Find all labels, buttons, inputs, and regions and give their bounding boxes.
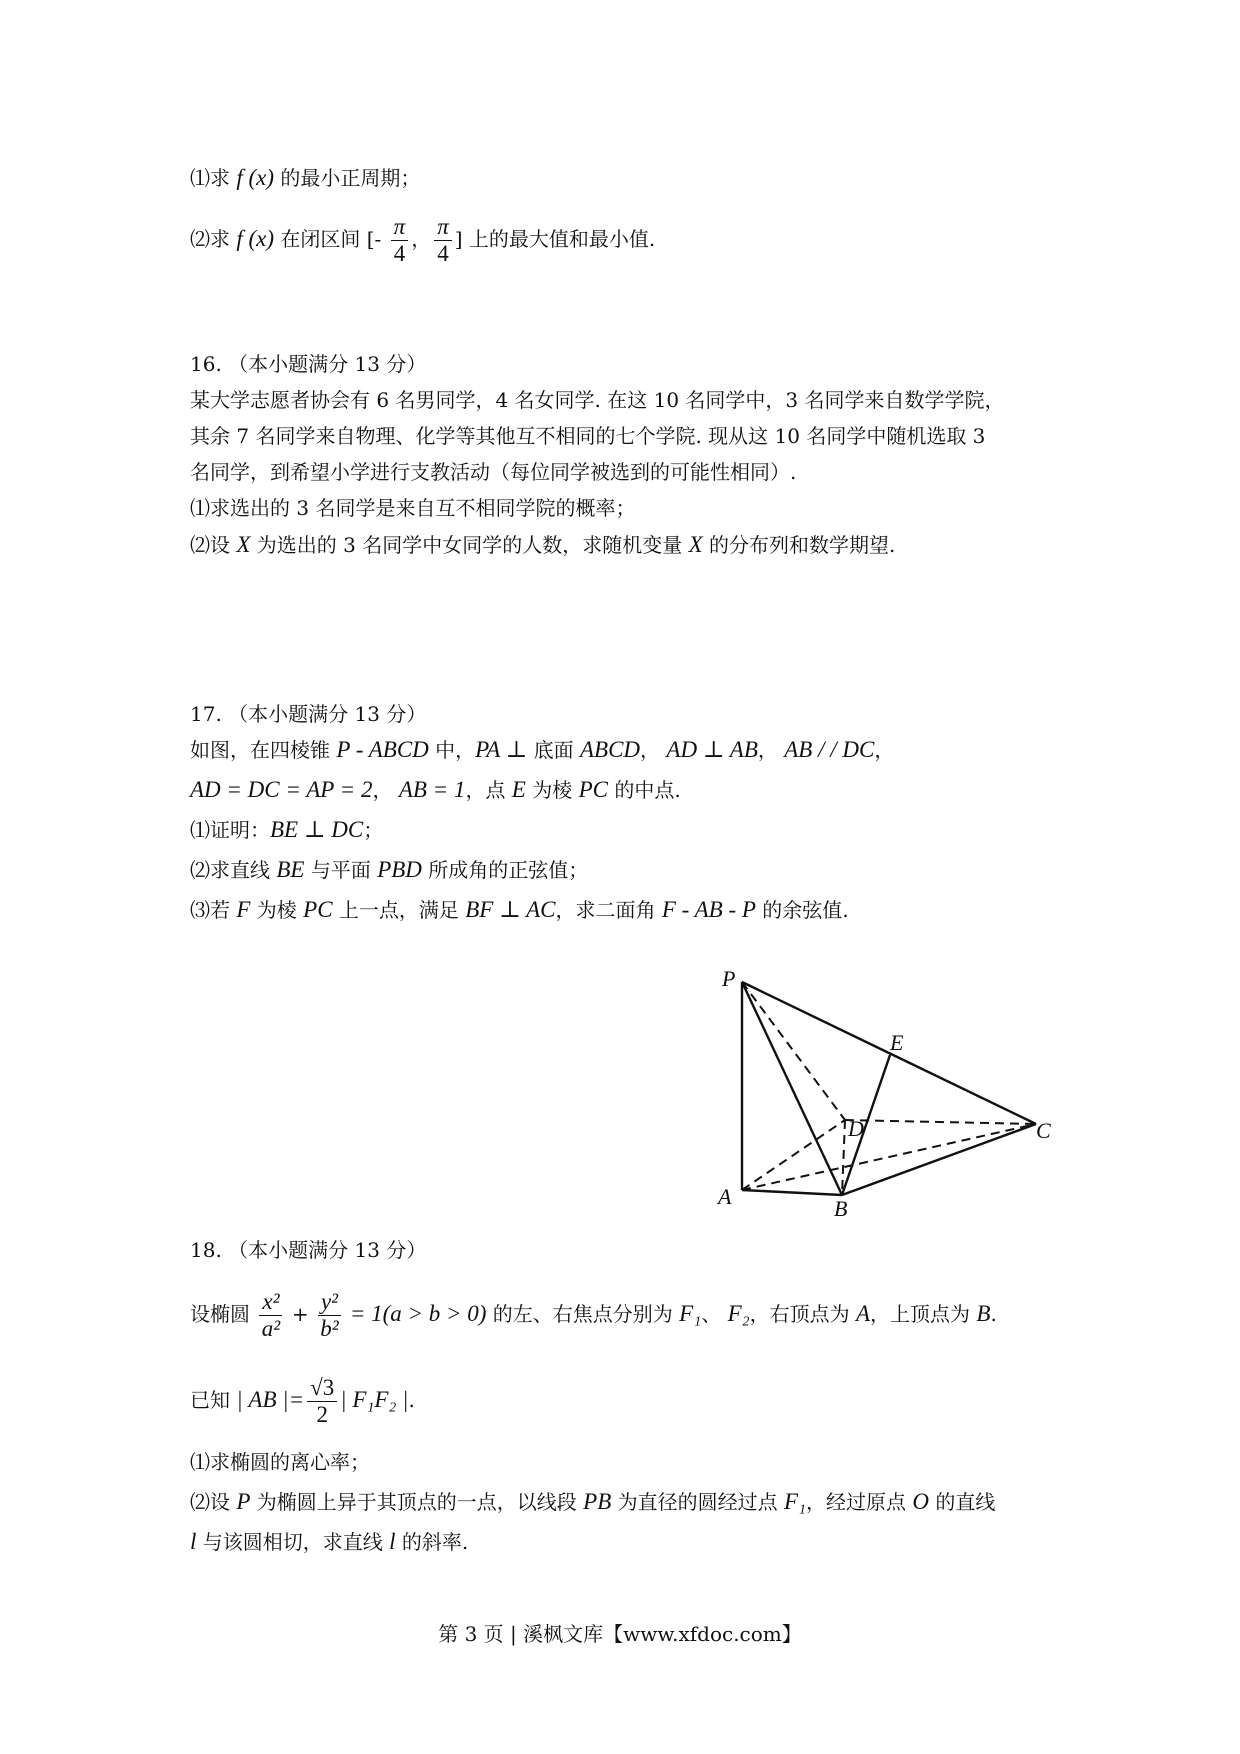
pi-over-4-fraction: $\frac{\pi}{4}$ bbox=[434, 214, 452, 267]
label-C: C bbox=[1036, 1118, 1051, 1143]
sqrt3-over-2-fraction: $\frac{√3}{2}$ bbox=[307, 1375, 337, 1428]
q18-header: 18. （本小题满分 13 分） bbox=[190, 1238, 427, 1262]
q18-part2-cont: l 与该圆相切，求直线 l 的斜率. bbox=[190, 1529, 469, 1554]
q17-text-line1: 如图，在四棱锥 P - ABCD 中，PA ⊥ 底面 ABCD， AD ⊥ AB， AB / / DC， bbox=[190, 737, 895, 762]
q16-header: 16. （本小题满分 13 分） bbox=[190, 352, 427, 376]
edge-PD bbox=[742, 982, 845, 1120]
pyramid-figure bbox=[700, 960, 1060, 1220]
edge-AB bbox=[742, 1190, 842, 1195]
q18-part2: ⑵设 P 为椭圆上异于其顶点的一点，以线段 PB 为直径的圆经过点 F₁，经过原点 O 的直线 bbox=[190, 1489, 996, 1514]
q18-text-line1: 设椭圆 $\frac{\text{x²}}{\text{a²}}$ + $\frac{\text{y²}}{\text{b²}}$ = 1(a > b > 0) 的左、右焦点分别为 F₁、 F₂，右顶点为 A，上顶点为 B. bbox=[190, 1289, 997, 1341]
pi-over-4-fraction: $\frac{\pi}{4}$ bbox=[391, 214, 409, 267]
q17-part2: ⑵求直线 BE 与平面 PBD 所成角的正弦值； bbox=[190, 857, 589, 882]
q17-header: 17. （本小题满分 13 分） bbox=[190, 702, 427, 726]
q16-part2: ⑵设 X 为选出的 3 名同学中女同学的人数，求随机变量 X 的分布列和数学期望. bbox=[190, 532, 896, 557]
q18-text-line2: 已知 | AB |= $\frac{√3}{2}$ | F₁F₂ |. bbox=[190, 1375, 415, 1427]
q17-part3: ⑶若 F 为棱 PC 上一点，满足 BF ⊥ AC，求二面角 F - AB - P 的余弦值. bbox=[190, 897, 849, 922]
q16-text-line1: 某大学志愿者协会有 6 名男同学，4 名女同学. 在这 10 名同学中，3 名同学来自数学学院， bbox=[190, 388, 1005, 412]
y2-over-b2-fraction: $\frac{\text{y²}}{\text{b²}}$ bbox=[318, 1289, 341, 1342]
q16-text-line3: 名同学，到希望小学进行支教活动（每位同学被选到的可能性相同）. bbox=[190, 460, 797, 484]
edge-AD bbox=[742, 1120, 845, 1190]
edge-DC bbox=[845, 1120, 1036, 1124]
edge-DB bbox=[842, 1120, 845, 1195]
q18-part1: ⑴求椭圆的离心率； bbox=[190, 1450, 370, 1474]
q16-part1: ⑴求选出的 3 名同学是来自互不相同学院的概率； bbox=[190, 496, 636, 520]
edge-PB bbox=[742, 982, 842, 1195]
q17-text-line2: AD = DC = AP = 2， AB = 1，点 E 为棱 PC 的中点. bbox=[190, 777, 681, 802]
edge-PC bbox=[742, 982, 1036, 1124]
label-E: E bbox=[890, 1030, 904, 1055]
label-D: D bbox=[848, 1116, 864, 1141]
label-B: B bbox=[834, 1196, 848, 1220]
q17-part1: ⑴证明：BE ⊥ DC； bbox=[190, 817, 384, 842]
label-P: P bbox=[722, 966, 736, 991]
q16-text-line2: 其余 7 名同学来自物理、化学等其他互不相同的七个学院. 现从这 10 名同学中随机选取 3 bbox=[190, 424, 986, 448]
page-footer: 第 3 页 | 溪枫文库【www.xfdoc.com】 bbox=[438, 1622, 802, 1646]
q15-part2: ⑵求 f (x) 在闭区间 [- $\frac{\pi}{4}$ ， $\frac{\pi}{4}$ ] 上的最大值和最小值. bbox=[190, 214, 656, 266]
edge-BC bbox=[842, 1124, 1036, 1195]
x2-over-a2-fraction: $\frac{\text{x²}}{\text{a²}}$ bbox=[259, 1289, 282, 1342]
label-A: A bbox=[718, 1184, 732, 1209]
q15-part1: ⑴求 f (x) 的最小正周期； bbox=[190, 165, 421, 190]
edge-AC bbox=[742, 1124, 1036, 1190]
